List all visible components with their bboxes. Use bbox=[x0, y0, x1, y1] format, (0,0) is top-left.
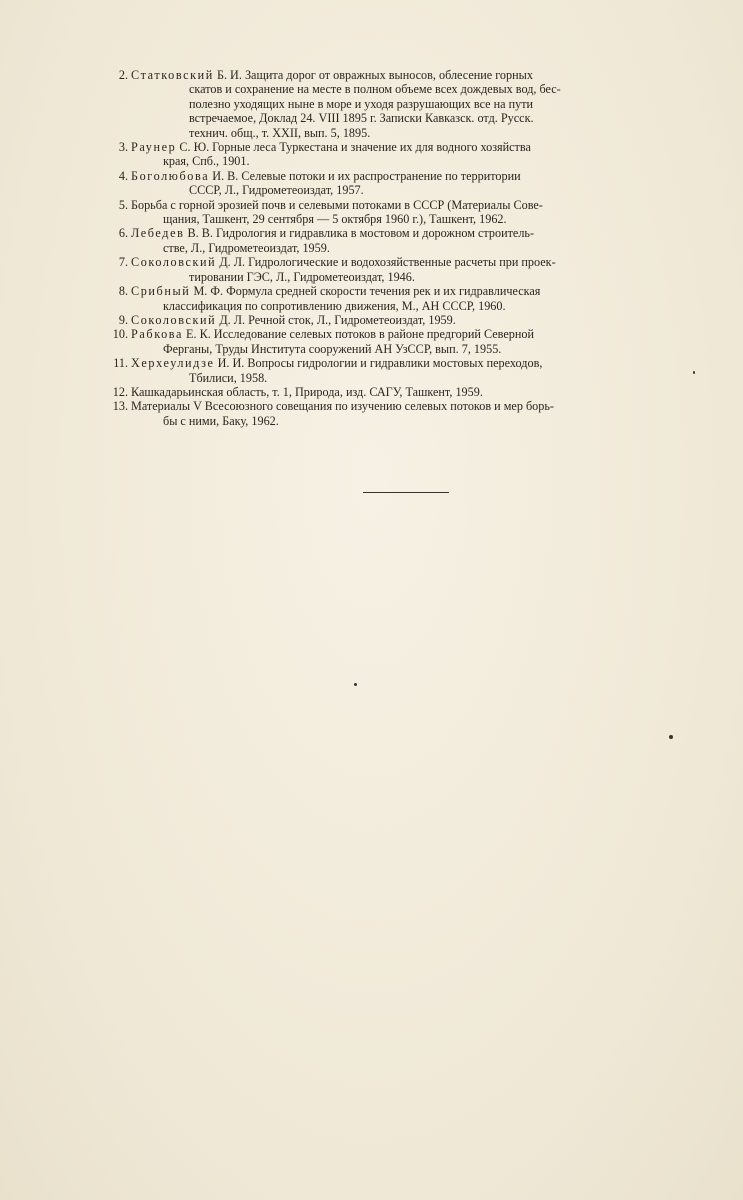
reference-list bbox=[104, 68, 704, 428]
reference-item bbox=[104, 356, 704, 385]
reference-line-text: В. В. Гидрология и гидравлика в мостовом и дорожном строитель- bbox=[184, 226, 535, 241]
reference-item bbox=[104, 313, 704, 327]
reference-line-text: Б. И. Защита дорог от овражных выносов, облесение горных bbox=[213, 68, 533, 82]
reference-text bbox=[131, 313, 704, 327]
reference-number: 12. bbox=[112, 384, 128, 399]
reference-number: 11. bbox=[113, 356, 128, 371]
reference-text bbox=[131, 399, 704, 428]
reference-item bbox=[104, 255, 704, 284]
reference-author: Рабкова bbox=[131, 327, 183, 342]
reference-item bbox=[104, 284, 704, 313]
reference-line bbox=[131, 68, 704, 82]
reference-line bbox=[131, 226, 704, 240]
reference-item bbox=[104, 140, 704, 169]
print-speck bbox=[669, 735, 673, 739]
reference-number: 13. bbox=[112, 399, 128, 414]
reference-line bbox=[131, 198, 704, 212]
reference-text bbox=[131, 68, 704, 140]
reference-line-text: Материалы V Всесоюзного совещания по изучению селевых потоков и мер борь- bbox=[131, 399, 554, 414]
reference-author: Статковский bbox=[131, 68, 214, 82]
reference-text bbox=[131, 284, 704, 313]
reference-item bbox=[104, 226, 704, 255]
reference-line-text: И. И. Вопросы гидрологии и гидравлики мостовых переходов, bbox=[214, 356, 543, 371]
reference-line: щания, Ташкент, 29 сентября — 5 октября 1960 г.), Ташкент, 1962. bbox=[163, 212, 507, 227]
reference-line bbox=[131, 255, 704, 269]
reference-line: встречаемое, Доклад 24. VIII 1895 г. Записки Кавказск. отд. Русск. bbox=[189, 111, 534, 126]
reference-author: Лебедев bbox=[131, 226, 185, 241]
reference-number: 6. bbox=[118, 226, 128, 241]
reference-line bbox=[131, 169, 704, 183]
reference-item bbox=[104, 385, 704, 399]
reference-item bbox=[104, 399, 704, 428]
reference-text bbox=[131, 169, 704, 198]
reference-author: Соколовский bbox=[131, 312, 217, 327]
reference-number: 3. bbox=[118, 140, 128, 155]
reference-number: 9. bbox=[118, 312, 128, 327]
reference-line bbox=[131, 284, 704, 298]
reference-line: края, Спб., 1901. bbox=[163, 154, 250, 169]
reference-author: Срибный bbox=[131, 284, 191, 299]
reference-item bbox=[104, 68, 704, 140]
reference-line-text: Е. К. Исследование селевых потоков в районе предгорий Северной bbox=[183, 327, 534, 342]
print-speck bbox=[354, 683, 357, 686]
reference-line bbox=[131, 356, 704, 370]
reference-line-text: С. Ю. Горные леса Туркестана и значение их для водного хозяйства bbox=[176, 140, 531, 155]
reference-line bbox=[131, 399, 704, 413]
reference-line: Тбилиси, 1958. bbox=[189, 370, 268, 385]
reference-line: стве, Л., Гидрометеоиздат, 1959. bbox=[163, 240, 330, 255]
reference-line-text: Д. Л. Гидрологические и водохозяйственные расчеты при проек- bbox=[216, 255, 556, 270]
reference-line bbox=[131, 327, 704, 341]
reference-item bbox=[104, 198, 704, 227]
reference-number: 7. bbox=[118, 255, 128, 270]
reference-number: 2. bbox=[118, 68, 128, 82]
reference-line-text: Д. Л. Речной сток, Л., Гидрометеоиздат, 1959. bbox=[216, 312, 456, 327]
section-divider bbox=[363, 492, 449, 493]
reference-item bbox=[104, 327, 704, 356]
reference-line-text: И. В. Селевые потоки и их распространение по территории bbox=[209, 168, 521, 183]
reference-line: полезно уходящих ныне в море и уходя разрушающих все на пути bbox=[189, 96, 534, 111]
reference-line: скатов и сохранение на месте в полном объеме всех дождевых вод, бес- bbox=[189, 82, 561, 97]
reference-text bbox=[131, 255, 704, 284]
print-speck bbox=[693, 371, 695, 374]
reference-number: 10. bbox=[112, 327, 128, 342]
reference-text bbox=[131, 140, 704, 169]
reference-author: Соколовский bbox=[131, 255, 217, 270]
reference-line-text: Кашкадарьинская область, т. 1, Природа, изд. САГУ, Ташкент, 1959. bbox=[131, 384, 483, 399]
reference-text bbox=[131, 226, 704, 255]
reference-line bbox=[131, 385, 704, 399]
reference-line-text: Борьба с горной эрозией почв и селевыми потоками в СССР (Материалы Сове- bbox=[131, 197, 543, 212]
reference-line: технич. общ., т. XXII, вып. 5, 1895. bbox=[189, 125, 371, 140]
reference-line-text: М. Ф. Формула средней скорости течения рек и их гидравлическая bbox=[190, 284, 541, 299]
reference-author: Херхеулидзе bbox=[131, 356, 215, 371]
reference-line bbox=[131, 140, 704, 154]
reference-line bbox=[131, 313, 704, 327]
reference-line: бы с ними, Баку, 1962. bbox=[163, 413, 279, 428]
reference-line: СССР, Л., Гидрометеоиздат, 1957. bbox=[189, 183, 364, 198]
reference-line: Ферганы, Труды Института сооружений АН УзССР, вып. 7, 1955. bbox=[163, 341, 502, 356]
reference-text bbox=[131, 198, 704, 227]
reference-text bbox=[131, 356, 704, 385]
reference-item bbox=[104, 169, 704, 198]
reference-author: Боголюбова bbox=[131, 168, 210, 183]
reference-number: 5. bbox=[118, 197, 128, 212]
reference-number: 8. bbox=[118, 284, 128, 299]
reference-text bbox=[131, 385, 704, 399]
reference-number: 4. bbox=[118, 168, 128, 183]
reference-line: тировании ГЭС, Л., Гидрометеоиздат, 1946. bbox=[189, 269, 415, 284]
reference-text bbox=[131, 327, 704, 356]
reference-line: классификация по сопротивлению движения, М., АН СССР, 1960. bbox=[163, 298, 506, 313]
reference-author: Раунер bbox=[131, 140, 177, 155]
